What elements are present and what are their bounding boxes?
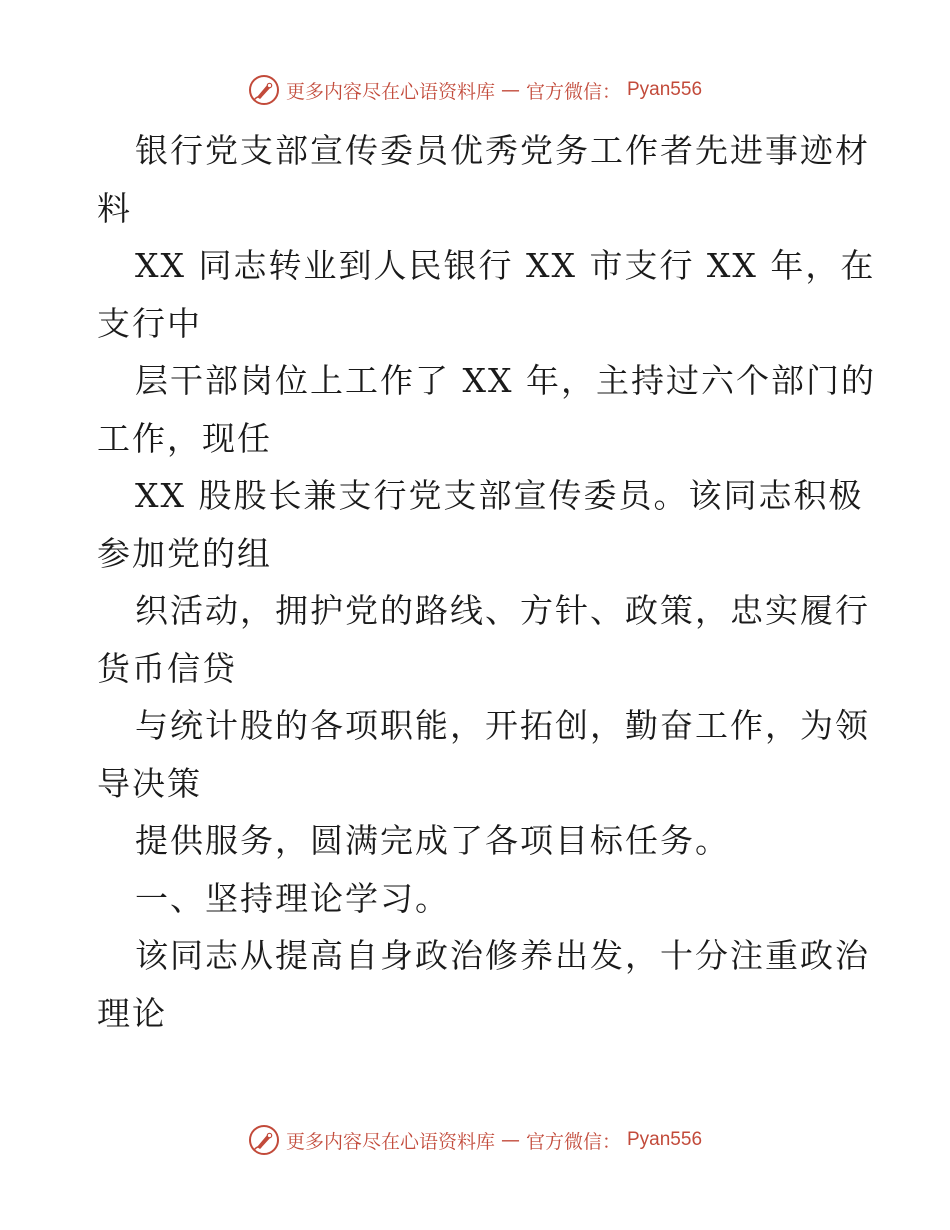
document-body — [97, 122, 876, 1042]
banner-wechat-id: Pyan556 — [627, 79, 703, 100]
banner-separator: — — [500, 79, 520, 101]
banner-wechat-label: 官方微信： — [525, 80, 621, 103]
document-line: 货币信贷 — [97, 648, 237, 688]
header-watermark-banner — [0, 70, 950, 110]
document-line: 一、坚持理论学习。 — [135, 878, 450, 918]
document-line: 银行党支部宣传委员优秀党务工作者先进事迹材 — [135, 131, 870, 170]
banner-main-text: 更多内容尽在心语资料库 — [285, 80, 495, 103]
banner-wechat-label: 官方微信： — [525, 1130, 621, 1153]
banner-main-text: 更多内容尽在心语资料库 — [285, 1130, 495, 1153]
document-line: XX 同志转业到人民银行 XX 市支行 XX 年，在 — [135, 246, 876, 285]
document-line: 参加党的组 — [97, 533, 272, 573]
document-line: 理论 — [97, 993, 167, 1033]
document-line: 料 — [97, 188, 132, 228]
document-line: 提供服务，圆满完成了各项目标任务。 — [135, 821, 730, 860]
document-line: 该同志从提高自身政治修养出发，十分注重政治 — [135, 936, 870, 975]
document-line: 织活动，拥护党的路线、方针、政策，忠实履行 — [135, 591, 870, 630]
banner-separator: — — [500, 1129, 520, 1151]
document-line: 支行中 — [97, 303, 202, 343]
footer-watermark-banner — [0, 1120, 950, 1160]
banner-content — [248, 1124, 702, 1156]
document-line: XX 股股长兼支行党支部宣传委员。该同志积极 — [135, 476, 864, 515]
document-line: 与统计股的各项职能，开拓创，勤奋工作，为领 — [135, 706, 870, 745]
document-line: 层干部岗位上工作了 XX 年，主持过六个部门的 — [135, 361, 876, 400]
pen-nib-logo-icon — [248, 1124, 280, 1156]
document-line: 工作，现任 — [97, 418, 272, 458]
banner-content — [248, 74, 702, 106]
document-line: 导决策 — [97, 763, 202, 803]
banner-wechat-id: Pyan556 — [627, 1129, 703, 1150]
pen-nib-logo-icon — [248, 74, 280, 106]
